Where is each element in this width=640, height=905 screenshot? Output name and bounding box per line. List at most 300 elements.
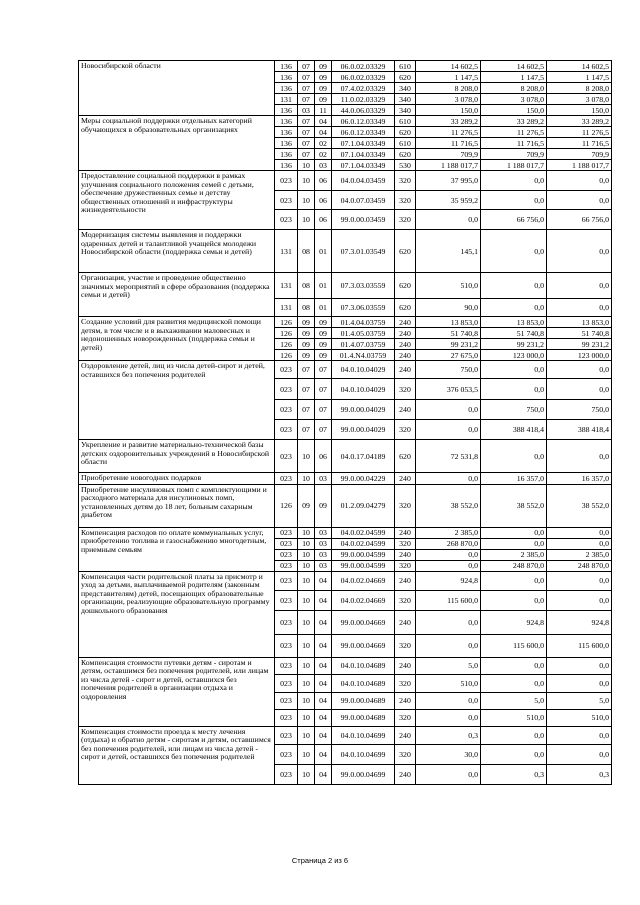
cell-amount-year-3: 0,0 (547, 527, 612, 538)
cell-expense-type: 340 (395, 94, 416, 105)
cell-target-article: 99.0.00.04689 (332, 709, 395, 726)
cell-admin-code: 136 (275, 138, 298, 149)
cell-amount-year-3: 0,0 (547, 726, 612, 744)
cell-expense-type: 240 (395, 610, 416, 634)
cell-amount-year-3: 0,0 (547, 657, 612, 674)
table-row (79, 230, 612, 273)
cell-admin-code: 023 (275, 560, 298, 571)
cell-expense-type: 620 (395, 127, 416, 138)
cell-expense-type: 620 (395, 299, 416, 317)
cell-amount-year-1: 27 675,0 (416, 350, 481, 361)
cell-amount-year-3: 750,0 (547, 400, 612, 420)
expense-description: Компенсация части родительской платы за присмотр и уход за детьми, выплачиваемой родителям (законным представителям) детей, посещающих образовательные организации, реализующие образовательную программу дошкольного образования (79, 571, 275, 657)
cell-section: 10 (298, 440, 315, 473)
cell-amount-year-1: 35 959,2 (416, 191, 481, 210)
cell-target-article: 04.0.10.04029 (332, 361, 395, 379)
cell-amount-year-2: 1 188 017,7 (481, 160, 547, 171)
cell-amount-year-2: 0,0 (481, 171, 547, 191)
cell-amount-year-3: 0,0 (547, 440, 612, 473)
cell-target-article: 07.4.02.03329 (332, 83, 395, 94)
cell-amount-year-3: 51 740,8 (547, 328, 612, 339)
cell-subsection: 04 (315, 709, 332, 726)
cell-admin-code: 131 (275, 94, 298, 105)
cell-admin-code: 136 (275, 127, 298, 138)
cell-subsection: 03 (315, 560, 332, 571)
cell-admin-code: 131 (275, 273, 298, 299)
cell-admin-code: 136 (275, 83, 298, 94)
cell-admin-code: 023 (275, 744, 298, 764)
cell-subsection: 02 (315, 149, 332, 160)
expense-description: Компенсация стоимости путевки детям - сиротам и детям, оставшимся без попечения родителей, или лицам из числа детей - сирот и детей, оставшихся без попечения родителей в организации отдыха и оздоровления (79, 657, 275, 726)
cell-amount-year-3: 510,0 (547, 709, 612, 726)
cell-expense-type: 320 (395, 590, 416, 610)
cell-target-article: 06.0.12.03349 (332, 127, 395, 138)
cell-amount-year-2: 0,0 (481, 191, 547, 210)
cell-target-article: 04.0.10.04689 (332, 657, 395, 674)
cell-amount-year-2: 66 756,0 (481, 210, 547, 230)
cell-expense-type: 240 (395, 549, 416, 560)
cell-amount-year-1: 0,0 (416, 420, 481, 440)
cell-subsection: 09 (315, 350, 332, 361)
cell-subsection: 09 (315, 94, 332, 105)
cell-section: 07 (298, 61, 315, 72)
table-row (79, 440, 612, 473)
expense-description: Приобретение новогодних подарков (79, 473, 275, 485)
cell-amount-year-1: 1 147,5 (416, 72, 481, 83)
cell-subsection: 07 (315, 400, 332, 420)
cell-target-article: 04.0.10.04699 (332, 744, 395, 764)
cell-amount-year-3: 14 602,5 (547, 61, 612, 72)
cell-amount-year-3: 3 078,0 (547, 94, 612, 105)
cell-section: 10 (298, 210, 315, 230)
cell-admin-code: 023 (275, 538, 298, 549)
expense-description: Меры социальной поддержки отдельных категорий обучающихся в образовательных организациях (79, 116, 275, 171)
cell-amount-year-1: 5,0 (416, 657, 481, 674)
cell-expense-type: 240 (395, 473, 416, 485)
cell-admin-code: 126 (275, 328, 298, 339)
cell-amount-year-1: 150,0 (416, 105, 481, 116)
cell-amount-year-3: 248 870,0 (547, 560, 612, 571)
cell-subsection: 01 (315, 299, 332, 317)
cell-target-article: 99.0.00.04689 (332, 692, 395, 709)
cell-section: 09 (298, 328, 315, 339)
cell-admin-code: 126 (275, 317, 298, 328)
cell-target-article: 99.0.00.04669 (332, 610, 395, 634)
cell-amount-year-3: 0,0 (547, 538, 612, 549)
cell-subsection: 07 (315, 361, 332, 379)
cell-amount-year-2: 0,0 (481, 379, 547, 400)
cell-amount-year-3: 0,0 (547, 361, 612, 379)
cell-amount-year-1: 30,0 (416, 744, 481, 764)
cell-admin-code: 131 (275, 230, 298, 273)
cell-expense-type: 240 (395, 726, 416, 744)
cell-expense-type: 620 (395, 230, 416, 273)
cell-target-article: 99.0.00.04599 (332, 560, 395, 571)
cell-target-article: 44.0.06.03329 (332, 105, 395, 116)
cell-admin-code: 023 (275, 191, 298, 210)
table-row (79, 484, 612, 527)
cell-amount-year-3: 0,0 (547, 191, 612, 210)
cell-subsection: 09 (315, 339, 332, 350)
cell-subsection: 04 (315, 674, 332, 692)
cell-amount-year-3: 0,0 (547, 273, 612, 299)
cell-amount-year-1: 72 531,8 (416, 440, 481, 473)
cell-expense-type: 320 (395, 709, 416, 726)
cell-section: 07 (298, 83, 315, 94)
cell-section: 10 (298, 473, 315, 485)
cell-amount-year-1: 1 188 017,7 (416, 160, 481, 171)
cell-admin-code: 023 (275, 571, 298, 590)
cell-section: 07 (298, 420, 315, 440)
expense-description: Укрепление и развитие материально-технической базы детских оздоровительных учреждений в Новосибирской области (79, 440, 275, 473)
cell-subsection: 03 (315, 160, 332, 171)
cell-section: 10 (298, 160, 315, 171)
cell-amount-year-2: 33 289,2 (481, 116, 547, 127)
cell-target-article: 07.3.06.03559 (332, 299, 395, 317)
cell-expense-type: 320 (395, 484, 416, 527)
cell-expense-type: 240 (395, 527, 416, 538)
cell-amount-year-2: 16 357,0 (481, 473, 547, 485)
cell-amount-year-2: 248 870,0 (481, 560, 547, 571)
cell-target-article: 11.0.02.03329 (332, 94, 395, 105)
expense-description: Оздоровление детей, лиц из числа детей-сирот и детей, оставшихся без попечения родителей (79, 361, 275, 440)
cell-admin-code: 023 (275, 709, 298, 726)
cell-subsection: 09 (315, 61, 332, 72)
cell-amount-year-1: 14 602,5 (416, 61, 481, 72)
cell-admin-code: 131 (275, 299, 298, 317)
cell-amount-year-1: 0,0 (416, 400, 481, 420)
cell-amount-year-2: 388 418,4 (481, 420, 547, 440)
cell-amount-year-2: 99 231,2 (481, 339, 547, 350)
cell-admin-code: 023 (275, 400, 298, 420)
cell-section: 10 (298, 692, 315, 709)
cell-expense-type: 320 (395, 171, 416, 191)
cell-admin-code: 023 (275, 440, 298, 473)
cell-admin-code: 136 (275, 105, 298, 116)
cell-expense-type: 240 (395, 328, 416, 339)
cell-amount-year-3: 13 853,0 (547, 317, 612, 328)
cell-section: 07 (298, 361, 315, 379)
budget-table (78, 60, 612, 785)
cell-target-article: 04.0.02.04599 (332, 527, 395, 538)
cell-amount-year-1: 115 600,0 (416, 590, 481, 610)
cell-amount-year-2: 0,0 (481, 230, 547, 273)
cell-section: 07 (298, 116, 315, 127)
cell-admin-code: 023 (275, 379, 298, 400)
cell-section: 07 (298, 94, 315, 105)
table-row (79, 317, 612, 328)
cell-subsection: 09 (315, 484, 332, 527)
cell-amount-year-1: 0,0 (416, 549, 481, 560)
cell-amount-year-3: 33 289,2 (547, 116, 612, 127)
cell-target-article: 99.0.00.03459 (332, 210, 395, 230)
cell-subsection: 03 (315, 538, 332, 549)
cell-expense-type: 240 (395, 571, 416, 590)
cell-amount-year-2: 0,3 (481, 764, 547, 784)
cell-amount-year-2: 0,0 (481, 571, 547, 590)
cell-section: 10 (298, 527, 315, 538)
cell-amount-year-2: 510,0 (481, 709, 547, 726)
expense-description: Организация, участие и проведение общественно значимых мероприятий в сфере образования (поддержка семьи и детей) (79, 273, 275, 317)
cell-subsection: 04 (315, 127, 332, 138)
table-row (79, 726, 612, 744)
cell-amount-year-2: 11 276,5 (481, 127, 547, 138)
cell-amount-year-2: 150,0 (481, 105, 547, 116)
cell-amount-year-3: 0,0 (547, 299, 612, 317)
cell-admin-code: 023 (275, 210, 298, 230)
cell-amount-year-2: 8 208,0 (481, 83, 547, 94)
cell-expense-type: 610 (395, 61, 416, 72)
cell-target-article: 04.0.10.04689 (332, 674, 395, 692)
cell-subsection: 07 (315, 379, 332, 400)
cell-target-article: 04.0.02.04599 (332, 538, 395, 549)
table-row (79, 273, 612, 299)
cell-amount-year-3: 11 276,5 (547, 127, 612, 138)
cell-target-article: 99.0.00.04599 (332, 549, 395, 560)
cell-section: 10 (298, 191, 315, 210)
cell-amount-year-2: 0,0 (481, 657, 547, 674)
cell-amount-year-2: 14 602,5 (481, 61, 547, 72)
cell-amount-year-1: 11 276,5 (416, 127, 481, 138)
cell-admin-code: 023 (275, 657, 298, 674)
cell-target-article: 06.0.02.03329 (332, 61, 395, 72)
cell-amount-year-2: 13 853,0 (481, 317, 547, 328)
cell-expense-type: 340 (395, 83, 416, 94)
cell-admin-code: 023 (275, 610, 298, 634)
cell-expense-type: 610 (395, 116, 416, 127)
cell-amount-year-2: 2 385,0 (481, 549, 547, 560)
cell-amount-year-1: 99 231,2 (416, 339, 481, 350)
cell-target-article: 07.3.03.03559 (332, 273, 395, 299)
cell-amount-year-1: 510,0 (416, 273, 481, 299)
cell-amount-year-2: 115 600,0 (481, 634, 547, 657)
cell-amount-year-3: 8 208,0 (547, 83, 612, 94)
cell-section: 10 (298, 634, 315, 657)
expense-description: Создание условий для развития медицинской помощи детям, в том числе и в выхаживании маловесных и недоношенных новорожденных (поддержка семьи и детей) (79, 317, 275, 361)
cell-target-article: 07.1.04.03349 (332, 160, 395, 171)
table-row (79, 116, 612, 127)
table-row (79, 171, 612, 191)
cell-section: 10 (298, 657, 315, 674)
cell-amount-year-3: 0,0 (547, 744, 612, 764)
cell-amount-year-3: 99 231,2 (547, 339, 612, 350)
cell-section: 10 (298, 709, 315, 726)
cell-target-article: 01.4.N4.03759 (332, 350, 395, 361)
cell-amount-year-3: 0,0 (547, 379, 612, 400)
cell-expense-type: 610 (395, 138, 416, 149)
cell-expense-type: 240 (395, 317, 416, 328)
cell-target-article: 06.0.02.03329 (332, 72, 395, 83)
cell-target-article: 99.0.00.04699 (332, 764, 395, 784)
cell-section: 07 (298, 379, 315, 400)
cell-expense-type: 240 (395, 339, 416, 350)
cell-amount-year-3: 0,0 (547, 171, 612, 191)
cell-amount-year-3: 11 716,5 (547, 138, 612, 149)
cell-target-article: 01.4.04.03759 (332, 317, 395, 328)
cell-section: 10 (298, 764, 315, 784)
cell-amount-year-3: 0,0 (547, 674, 612, 692)
expense-description: Предоставление социальной поддержки в рамках улучшения социального положения семей с детьми, обеспечение дружественных семье и детству общественных отношений и инфраструктуры жизнедеятельности (79, 171, 275, 230)
cell-section: 10 (298, 610, 315, 634)
page-footer: Страница 2 из 6 (291, 856, 349, 865)
cell-admin-code: 023 (275, 361, 298, 379)
expense-description: Компенсация расходов по оплате коммунальных услуг, приобретению топлива и газоснабжению многодетным, приемным семьям (79, 527, 275, 571)
cell-amount-year-1: 11 716,5 (416, 138, 481, 149)
cell-amount-year-3: 5,0 (547, 692, 612, 709)
cell-subsection: 09 (315, 317, 332, 328)
cell-section: 07 (298, 138, 315, 149)
cell-section: 10 (298, 674, 315, 692)
cell-target-article: 04.0.02.04669 (332, 590, 395, 610)
cell-section: 09 (298, 484, 315, 527)
cell-subsection: 04 (315, 744, 332, 764)
cell-admin-code: 023 (275, 692, 298, 709)
cell-expense-type: 320 (395, 560, 416, 571)
cell-subsection: 04 (315, 726, 332, 744)
cell-expense-type: 340 (395, 105, 416, 116)
cell-target-article: 07.1.04.03349 (332, 149, 395, 160)
table-row (79, 571, 612, 590)
cell-section: 07 (298, 127, 315, 138)
cell-subsection: 04 (315, 634, 332, 657)
cell-amount-year-1: 33 289,2 (416, 116, 481, 127)
cell-subsection: 04 (315, 590, 332, 610)
cell-subsection: 04 (315, 571, 332, 590)
cell-expense-type: 320 (395, 210, 416, 230)
cell-expense-type: 320 (395, 379, 416, 400)
cell-amount-year-2: 3 078,0 (481, 94, 547, 105)
cell-subsection: 04 (315, 610, 332, 634)
cell-amount-year-2: 0,0 (481, 590, 547, 610)
cell-amount-year-2: 0,0 (481, 538, 547, 549)
cell-section: 10 (298, 744, 315, 764)
cell-amount-year-3: 150,0 (547, 105, 612, 116)
cell-amount-year-1: 0,0 (416, 473, 481, 485)
expense-description: Модернизация системы выявления и поддержки одаренных детей и талантливой учащейся молодежи Новосибирской области (поддержка семьи и детей) (79, 230, 275, 273)
cell-amount-year-1: 90,0 (416, 299, 481, 317)
cell-subsection: 01 (315, 273, 332, 299)
cell-section: 07 (298, 149, 315, 160)
cell-expense-type: 620 (395, 440, 416, 473)
cell-amount-year-3: 115 600,0 (547, 634, 612, 657)
cell-admin-code: 023 (275, 527, 298, 538)
cell-target-article: 99.0.00.04029 (332, 400, 395, 420)
cell-amount-year-1: 0,3 (416, 726, 481, 744)
cell-section: 07 (298, 400, 315, 420)
cell-admin-code: 136 (275, 116, 298, 127)
cell-expense-type: 240 (395, 361, 416, 379)
cell-amount-year-2: 0,0 (481, 273, 547, 299)
table-row (79, 361, 612, 379)
budget-table-wrapper (78, 60, 611, 785)
cell-section: 10 (298, 538, 315, 549)
cell-section: 03 (298, 105, 315, 116)
cell-subsection: 06 (315, 210, 332, 230)
cell-amount-year-1: 51 740,8 (416, 328, 481, 339)
cell-amount-year-3: 66 756,0 (547, 210, 612, 230)
cell-admin-code: 023 (275, 171, 298, 191)
cell-subsection: 06 (315, 440, 332, 473)
cell-expense-type: 240 (395, 764, 416, 784)
cell-amount-year-2: 750,0 (481, 400, 547, 420)
cell-amount-year-1: 37 995,0 (416, 171, 481, 191)
cell-admin-code: 023 (275, 590, 298, 610)
cell-expense-type: 530 (395, 160, 416, 171)
cell-admin-code: 023 (275, 634, 298, 657)
cell-amount-year-2: 5,0 (481, 692, 547, 709)
cell-amount-year-1: 0,0 (416, 692, 481, 709)
cell-amount-year-3: 0,0 (547, 590, 612, 610)
cell-expense-type: 620 (395, 72, 416, 83)
cell-amount-year-1: 376 053,5 (416, 379, 481, 400)
cell-expense-type: 320 (395, 744, 416, 764)
cell-amount-year-3: 0,3 (547, 764, 612, 784)
cell-section: 10 (298, 571, 315, 590)
cell-section: 09 (298, 339, 315, 350)
cell-admin-code: 023 (275, 420, 298, 440)
cell-target-article: 01.4.07.03759 (332, 339, 395, 350)
cell-amount-year-2: 38 552,0 (481, 484, 547, 527)
cell-section: 09 (298, 317, 315, 328)
cell-amount-year-2: 123 000,0 (481, 350, 547, 361)
cell-expense-type: 320 (395, 420, 416, 440)
cell-section: 10 (298, 549, 315, 560)
cell-subsection: 09 (315, 83, 332, 94)
cell-amount-year-3: 123 000,0 (547, 350, 612, 361)
cell-section: 08 (298, 230, 315, 273)
expense-description: Приобретение инсулиновых помп с комплектующими и расходного материала для инсулиновых помп, установленных детям до 18 лет, больным сахарным диабетом (79, 484, 275, 527)
cell-amount-year-3: 16 357,0 (547, 473, 612, 485)
cell-amount-year-3: 0,0 (547, 571, 612, 590)
cell-section: 08 (298, 299, 315, 317)
cell-section: 09 (298, 350, 315, 361)
table-row (79, 527, 612, 538)
cell-amount-year-2: 0,0 (481, 361, 547, 379)
cell-amount-year-1: 0,0 (416, 560, 481, 571)
cell-amount-year-3: 924,8 (547, 610, 612, 634)
cell-target-article: 06.0.12.03349 (332, 116, 395, 127)
cell-amount-year-2: 924,8 (481, 610, 547, 634)
cell-subsection: 09 (315, 72, 332, 83)
cell-target-article: 04.0.04.03459 (332, 171, 395, 191)
cell-amount-year-3: 38 552,0 (547, 484, 612, 527)
cell-amount-year-1: 3 078,0 (416, 94, 481, 105)
cell-subsection: 04 (315, 692, 332, 709)
cell-expense-type: 320 (395, 538, 416, 549)
cell-expense-type: 320 (395, 674, 416, 692)
cell-target-article: 04.0.10.04029 (332, 379, 395, 400)
table-row (79, 657, 612, 674)
cell-expense-type: 240 (395, 657, 416, 674)
cell-amount-year-2: 0,0 (481, 744, 547, 764)
cell-expense-type: 240 (395, 350, 416, 361)
cell-subsection: 09 (315, 328, 332, 339)
cell-amount-year-1: 924,8 (416, 571, 481, 590)
cell-section: 10 (298, 726, 315, 744)
cell-target-article: 01.4.05.03759 (332, 328, 395, 339)
cell-admin-code: 023 (275, 764, 298, 784)
cell-amount-year-3: 388 418,4 (547, 420, 612, 440)
cell-expense-type: 620 (395, 149, 416, 160)
cell-amount-year-1: 0,0 (416, 610, 481, 634)
cell-amount-year-1: 0,0 (416, 764, 481, 784)
cell-amount-year-1: 2 385,0 (416, 527, 481, 538)
cell-admin-code: 136 (275, 61, 298, 72)
cell-amount-year-3: 1 147,5 (547, 72, 612, 83)
cell-amount-year-1: 13 853,0 (416, 317, 481, 328)
cell-amount-year-2: 709,9 (481, 149, 547, 160)
cell-section: 10 (298, 560, 315, 571)
